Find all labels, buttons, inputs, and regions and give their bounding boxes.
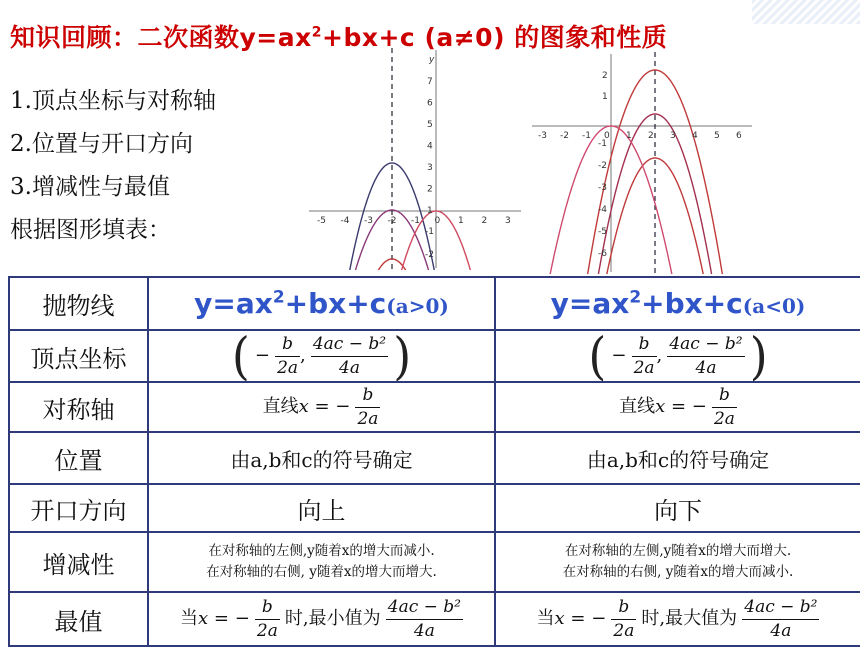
label-axis: 对称轴 <box>9 382 148 432</box>
row-axis <box>9 382 860 432</box>
vertex-a-negative: ( − $\frac{b}{2a}$ , $\frac{\text{4ac − b²}}{4a}$ ) <box>495 330 860 382</box>
extreme-a-negative: 当x = − $\frac{b}{2a}$ 时,最大值为 $\frac{\text{4ac − b²}}{4a}$ <box>495 592 860 646</box>
position-a-positive: 由a,b和c的符号确定 <box>148 432 495 484</box>
y-tick-label: 5 <box>427 120 433 130</box>
x-tick-label: -3 <box>538 131 547 141</box>
y-tick-label: 1 <box>602 92 608 102</box>
graph-downward-parabolas <box>530 52 755 274</box>
label-vertex: 顶点坐标 <box>9 330 148 382</box>
label-monotonic: 增减性 <box>9 532 148 592</box>
corner-decoration <box>752 0 860 24</box>
x-tick-label: 0 <box>434 216 441 226</box>
row-extreme <box>9 592 860 646</box>
x-tick-label: 2 <box>648 131 654 141</box>
y-tick-label: -2 <box>425 250 434 260</box>
graph-upward-parabolas <box>305 48 525 270</box>
x-tick-label: 5 <box>714 131 720 141</box>
review-points <box>10 80 216 252</box>
point-3: 3.增减性与最值 <box>10 174 170 200</box>
x-tick-label: 6 <box>736 131 742 141</box>
x-tick-label: -2 <box>387 216 397 226</box>
right-parabola-top <box>545 70 752 274</box>
axis-a-positive: 直线x = − $\frac{b}{2a}$ <box>148 382 495 432</box>
x-tick-label: 3 <box>670 131 676 141</box>
y-tick-label: -1 <box>598 139 607 149</box>
row-vertex <box>9 330 860 382</box>
row-opening <box>9 484 860 532</box>
extreme-a-positive: 当x = − $\frac{b}{2a}$ 时,最小值为 $\frac{\text{4ac − b²}}{4a}$ <box>148 592 495 646</box>
x-tick-label: -2 <box>560 131 569 141</box>
point-2: 2.位置与开口方向 <box>10 131 193 157</box>
properties-table <box>8 276 860 647</box>
y-tick-label: 7 <box>427 77 433 87</box>
head-a-positive: $y=ax^2+bx+c(a>0)$ <box>148 277 495 330</box>
x-tick-label: -4 <box>340 216 350 226</box>
page-title: 知识回顾：二次函数$y=ax^2+bx+c$ (a≠0) 的图象和性质 <box>10 23 668 52</box>
opening-a-positive: 向上 <box>148 484 495 532</box>
y-tick-label: -1 <box>425 227 434 237</box>
y-tick-label: -4 <box>598 205 607 215</box>
x-tick-label: 1 <box>626 131 632 141</box>
x-tick-label: 1 <box>458 216 464 226</box>
monotonic-a-negative: 在对称轴的左侧,y随着x的增大而增大. 在对称轴的右侧, y随着x的增大而减小. <box>495 532 860 592</box>
y-tick-label: -2 <box>598 161 607 171</box>
x-tick-label: -1 <box>582 131 591 141</box>
row-parabola <box>9 277 860 330</box>
y-tick-label: -6 <box>598 249 607 259</box>
head-a-negative: $y=ax^2+bx+c(a<0)$ <box>495 277 860 330</box>
left-y-axis-label: y <box>429 55 435 65</box>
y-tick-label: 6 <box>427 98 433 109</box>
opening-a-negative: 向下 <box>495 484 860 532</box>
row-position <box>9 432 860 484</box>
x-tick-label: 2 <box>481 216 488 226</box>
point-4: 根据图形填表： <box>10 217 171 243</box>
y-tick-label: -5 <box>598 227 607 237</box>
label-position: 位置 <box>9 432 148 484</box>
x-tick-label: 3 <box>505 216 511 226</box>
axis-a-negative: 直线x = − $\frac{b}{2a}$ <box>495 382 860 432</box>
x-tick-label: -3 <box>364 216 373 226</box>
label-extreme: 最值 <box>9 592 148 646</box>
row-monotonic <box>9 532 860 592</box>
x-tick-label: 0 <box>604 131 610 141</box>
y-tick-label: 3 <box>427 163 433 173</box>
x-tick-label: 4 <box>692 131 698 141</box>
right-parabola-pink <box>540 126 690 274</box>
y-tick-label: -3 <box>598 183 607 193</box>
point-1: 1.顶点坐标与对称轴 <box>10 88 216 114</box>
vertex-a-positive: ( − $\frac{b}{2a}$ , $\frac{\text{4ac − b²}}{4a}$ ) <box>148 330 495 382</box>
x-tick-label: -5 <box>317 216 326 226</box>
position-a-negative: 由a,b和c的符号确定 <box>495 432 860 484</box>
y-tick-label: 4 <box>427 141 433 152</box>
y-tick-label: 2 <box>427 184 433 195</box>
monotonic-a-positive: 在对称轴的左侧,y随着x的增大而减小. 在对称轴的右侧, y随着x的增大而增大. <box>148 532 495 592</box>
label-opening: 开口方向 <box>9 484 148 532</box>
y-tick-label: 2 <box>602 71 608 81</box>
y-tick-label: 1 <box>427 206 433 216</box>
x-tick-label: -1 <box>411 216 420 226</box>
label-parabola: 抛物线 <box>9 277 148 330</box>
